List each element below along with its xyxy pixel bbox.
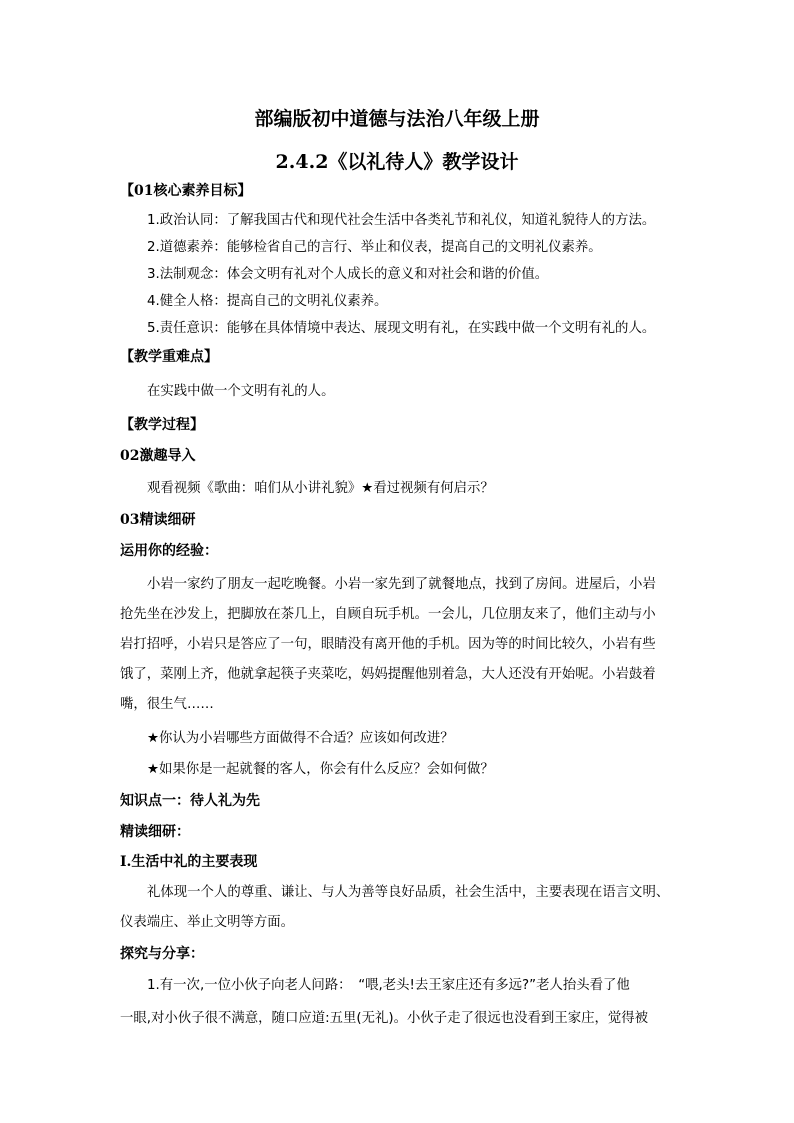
story-line: 小岩一家约了朋友一起吃晚餐。小岩一家先到了就餐地点，找到了房间。进屋后，小岩 xyxy=(147,577,656,592)
intro-heading: 02激趣导入 xyxy=(120,448,196,464)
question-item: ★你认为小岩哪些方面做得不合适？应该如何改进？ xyxy=(147,731,454,746)
document-title: 部编版初中道德与法治八年级上册 xyxy=(254,108,540,130)
goal-item: 2.道德素养：能够检省自己的言行、举止和仪表，提高自己的文明礼仪素养。 xyxy=(147,240,602,255)
goal-item: 3.法制观念：体会文明有礼对个人成长的意义和对社会和谐的价值。 xyxy=(147,267,549,282)
experience-heading: 运用你的经验： xyxy=(120,543,218,559)
goal-item: 1.政治认同：了解我国古代和现代社会生活中各类礼节和礼仪，知道礼貌待人的方法。 xyxy=(147,213,656,228)
li-line: 仪表端庄、举止文明等方面。 xyxy=(120,915,295,930)
story-line: 饿了，菜刚上齐，他就拿起筷子夹菜吃，妈妈提醒他别着急，大人还没有开始呢。小岩鼓着 xyxy=(120,667,656,682)
roman-heading: Ⅰ.生活中礼的主要表现 xyxy=(120,854,258,870)
explore-line: 1.有一次,一位小伙子向老人问路： “喂,老头!去王家庄还有多远?”老人抬头看了他 xyxy=(147,978,630,993)
story-line: 抢先坐在沙发上，把脚放在茶几上，自顾自玩手机。一会儿，几位朋友来了，他们主动与小 xyxy=(120,607,656,622)
story-line: 岩打招呼，小岩只是答应了一句，眼睛没有离开他的手机。因为等的时间比较久，小岩有些 xyxy=(120,637,656,652)
explore-heading: 探究与分享： xyxy=(120,946,204,962)
study-heading: 03精读细研 xyxy=(120,512,196,528)
key-text: 在实践中做一个文明有礼的人。 xyxy=(147,384,335,399)
goal-item: 4.健全人格：提高自己的文明礼仪素养。 xyxy=(147,294,388,309)
question-item: ★如果你是一起就餐的客人，你会有什么反应？会如何做？ xyxy=(147,762,494,777)
key-heading: 【教学重难点】 xyxy=(120,349,218,365)
document-subtitle: 2.4.2《以礼待人》教学设计 xyxy=(275,151,519,173)
goal-item: 5.责任意识：能够在具体情境中表达、展现文明有礼，在实践中做一个文明有礼的人。 xyxy=(147,321,656,336)
story-line: 嘴，很生气…… xyxy=(120,697,214,712)
read-heading: 精读细研： xyxy=(120,824,190,840)
knowledge-heading: 知识点一：待人礼为先 xyxy=(120,793,260,809)
intro-text: 观看视频《歌曲：咱们从小讲礼貌》★看过视频有何启示？ xyxy=(147,481,494,496)
li-line: 礼体现一个人的尊重、谦让、与人为善等良好品质，社会生活中，主要表现在语言文明、 xyxy=(147,885,670,900)
explore-line: 一眼,对小伙子很不满意，随口应道:五里(无礼)。小伙子走了很远也没看到王家庄，觉得被 xyxy=(120,1011,649,1026)
goals-heading: 【01核心素养目标】 xyxy=(120,183,252,199)
process-heading: 【教学过程】 xyxy=(120,417,204,433)
